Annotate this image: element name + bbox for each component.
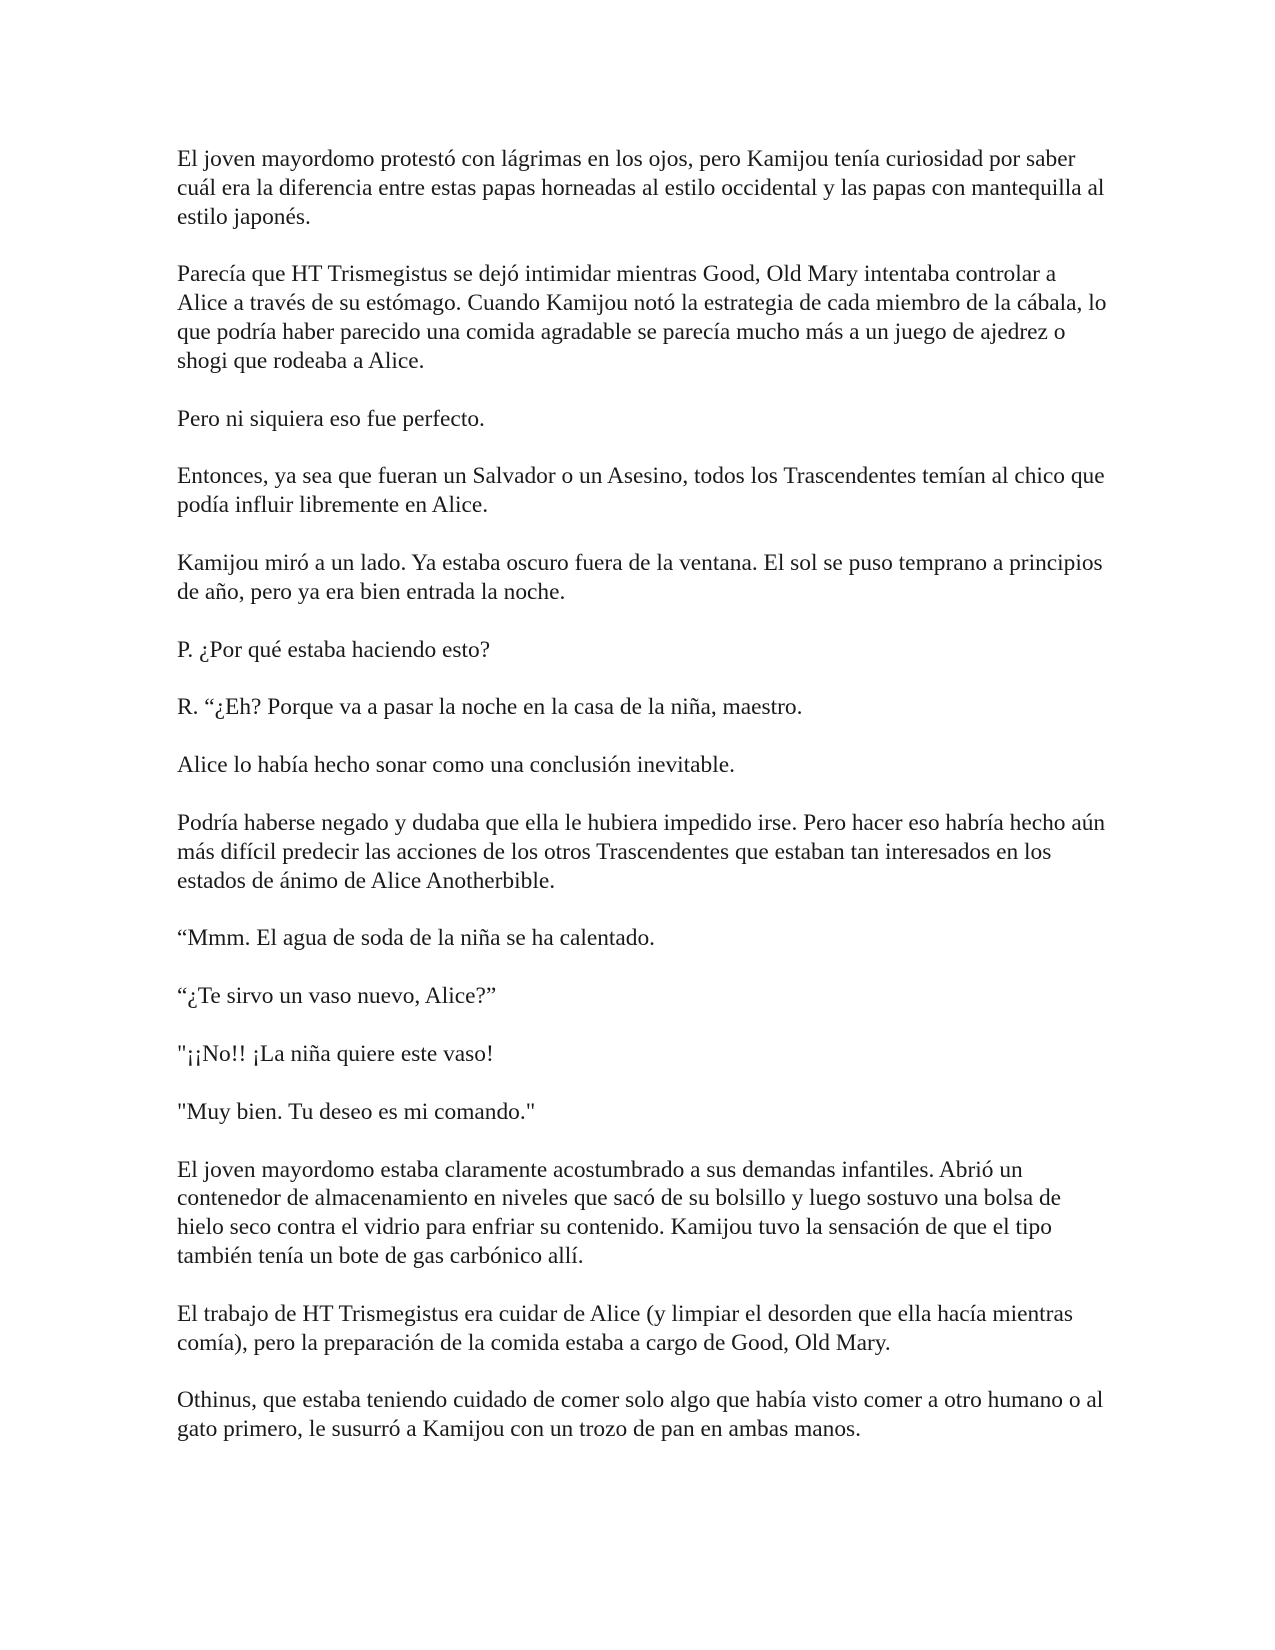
paragraph: “¿Te sirvo un vaso nuevo, Alice?” bbox=[177, 983, 497, 1010]
body-text bbox=[177, 145, 1107, 1473]
paragraph: El trabajo de HT Trismegistus era cuidar de Alice (y limpiar el desorden que ella hacía mientras comía), pero la preparación de la comida estaba a cargo de Good, Old Mary. bbox=[177, 1300, 1073, 1356]
paragraph: Parecía que HT Trismegistus se dejó intimidar mientras Good, Old Mary intentaba controlar a Alice a través de su estómago. Cuando Kamijou notó la estrategia de cada miembro de la cábala, lo que podría haber parecido una comida agradable se parecía mucho más a un juego de ajedrez o shogi que rodeaba a Alice. bbox=[177, 261, 1107, 374]
paragraph: Podría haberse negado y dudaba que ella le hubiera impedido irse. Pero hacer eso habría hecho aún más difícil predecir las acciones de los otros Trascendentes que estaban tan interesados en los estados de ánimo de Alice Anotherbible. bbox=[177, 809, 1106, 894]
paragraph: Kamijou miró a un lado. Ya estaba oscuro fuera de la ventana. El sol se puso temprano a principios de año, pero ya era bien entrada la noche. bbox=[177, 549, 1103, 605]
paragraph: Alice lo había hecho sonar como una conclusión inevitable. bbox=[177, 752, 735, 779]
paragraph: Pero ni siquiera eso fue perfecto. bbox=[177, 405, 485, 432]
paragraph: El joven mayordomo protestó con lágrimas en los ojos, pero Kamijou tenía curiosidad por saber cuál era la diferencia entre estas papas horneadas al estilo occidental y las papas con mantequilla al estilo japonés. bbox=[177, 146, 1105, 230]
paragraph: Entonces, ya sea que fueran un Salvador o un Asesino, todos los Trascendentes temían al chico que podía influir libremente en Alice. bbox=[177, 463, 1105, 519]
paragraph: P. ¿Por qué estaba haciendo esto? bbox=[177, 636, 491, 663]
paragraph: "¡¡No!! ¡La niña quiere este vaso! bbox=[177, 1040, 494, 1067]
paragraph: El joven mayordomo estaba claramente acostumbrado a sus demandas infantiles. Abrió un contenedor de almacenamiento en niveles que sacó de su bolsillo y luego sostuvo una bolsa de hielo seco contra el vidrio para enfriar su contenido. Kamijou tuvo la sensación de que el tipo también tenía un bote de gas carbónico allí. bbox=[177, 1156, 1062, 1269]
paragraph: "Muy bien. Tu deseo es mi comando." bbox=[177, 1098, 536, 1125]
paragraph: R. “¿Eh? Porque va a pasar la noche en la casa de la niña, maestro. bbox=[177, 694, 803, 721]
paragraph: “Mmm. El agua de soda de la niña se ha calentado. bbox=[177, 925, 656, 952]
paragraph: Othinus, que estaba teniendo cuidado de comer solo algo que había visto comer a otro humano o al gato primero, le susurró a Kamijou con un trozo de pan en ambas manos. bbox=[177, 1387, 1104, 1443]
